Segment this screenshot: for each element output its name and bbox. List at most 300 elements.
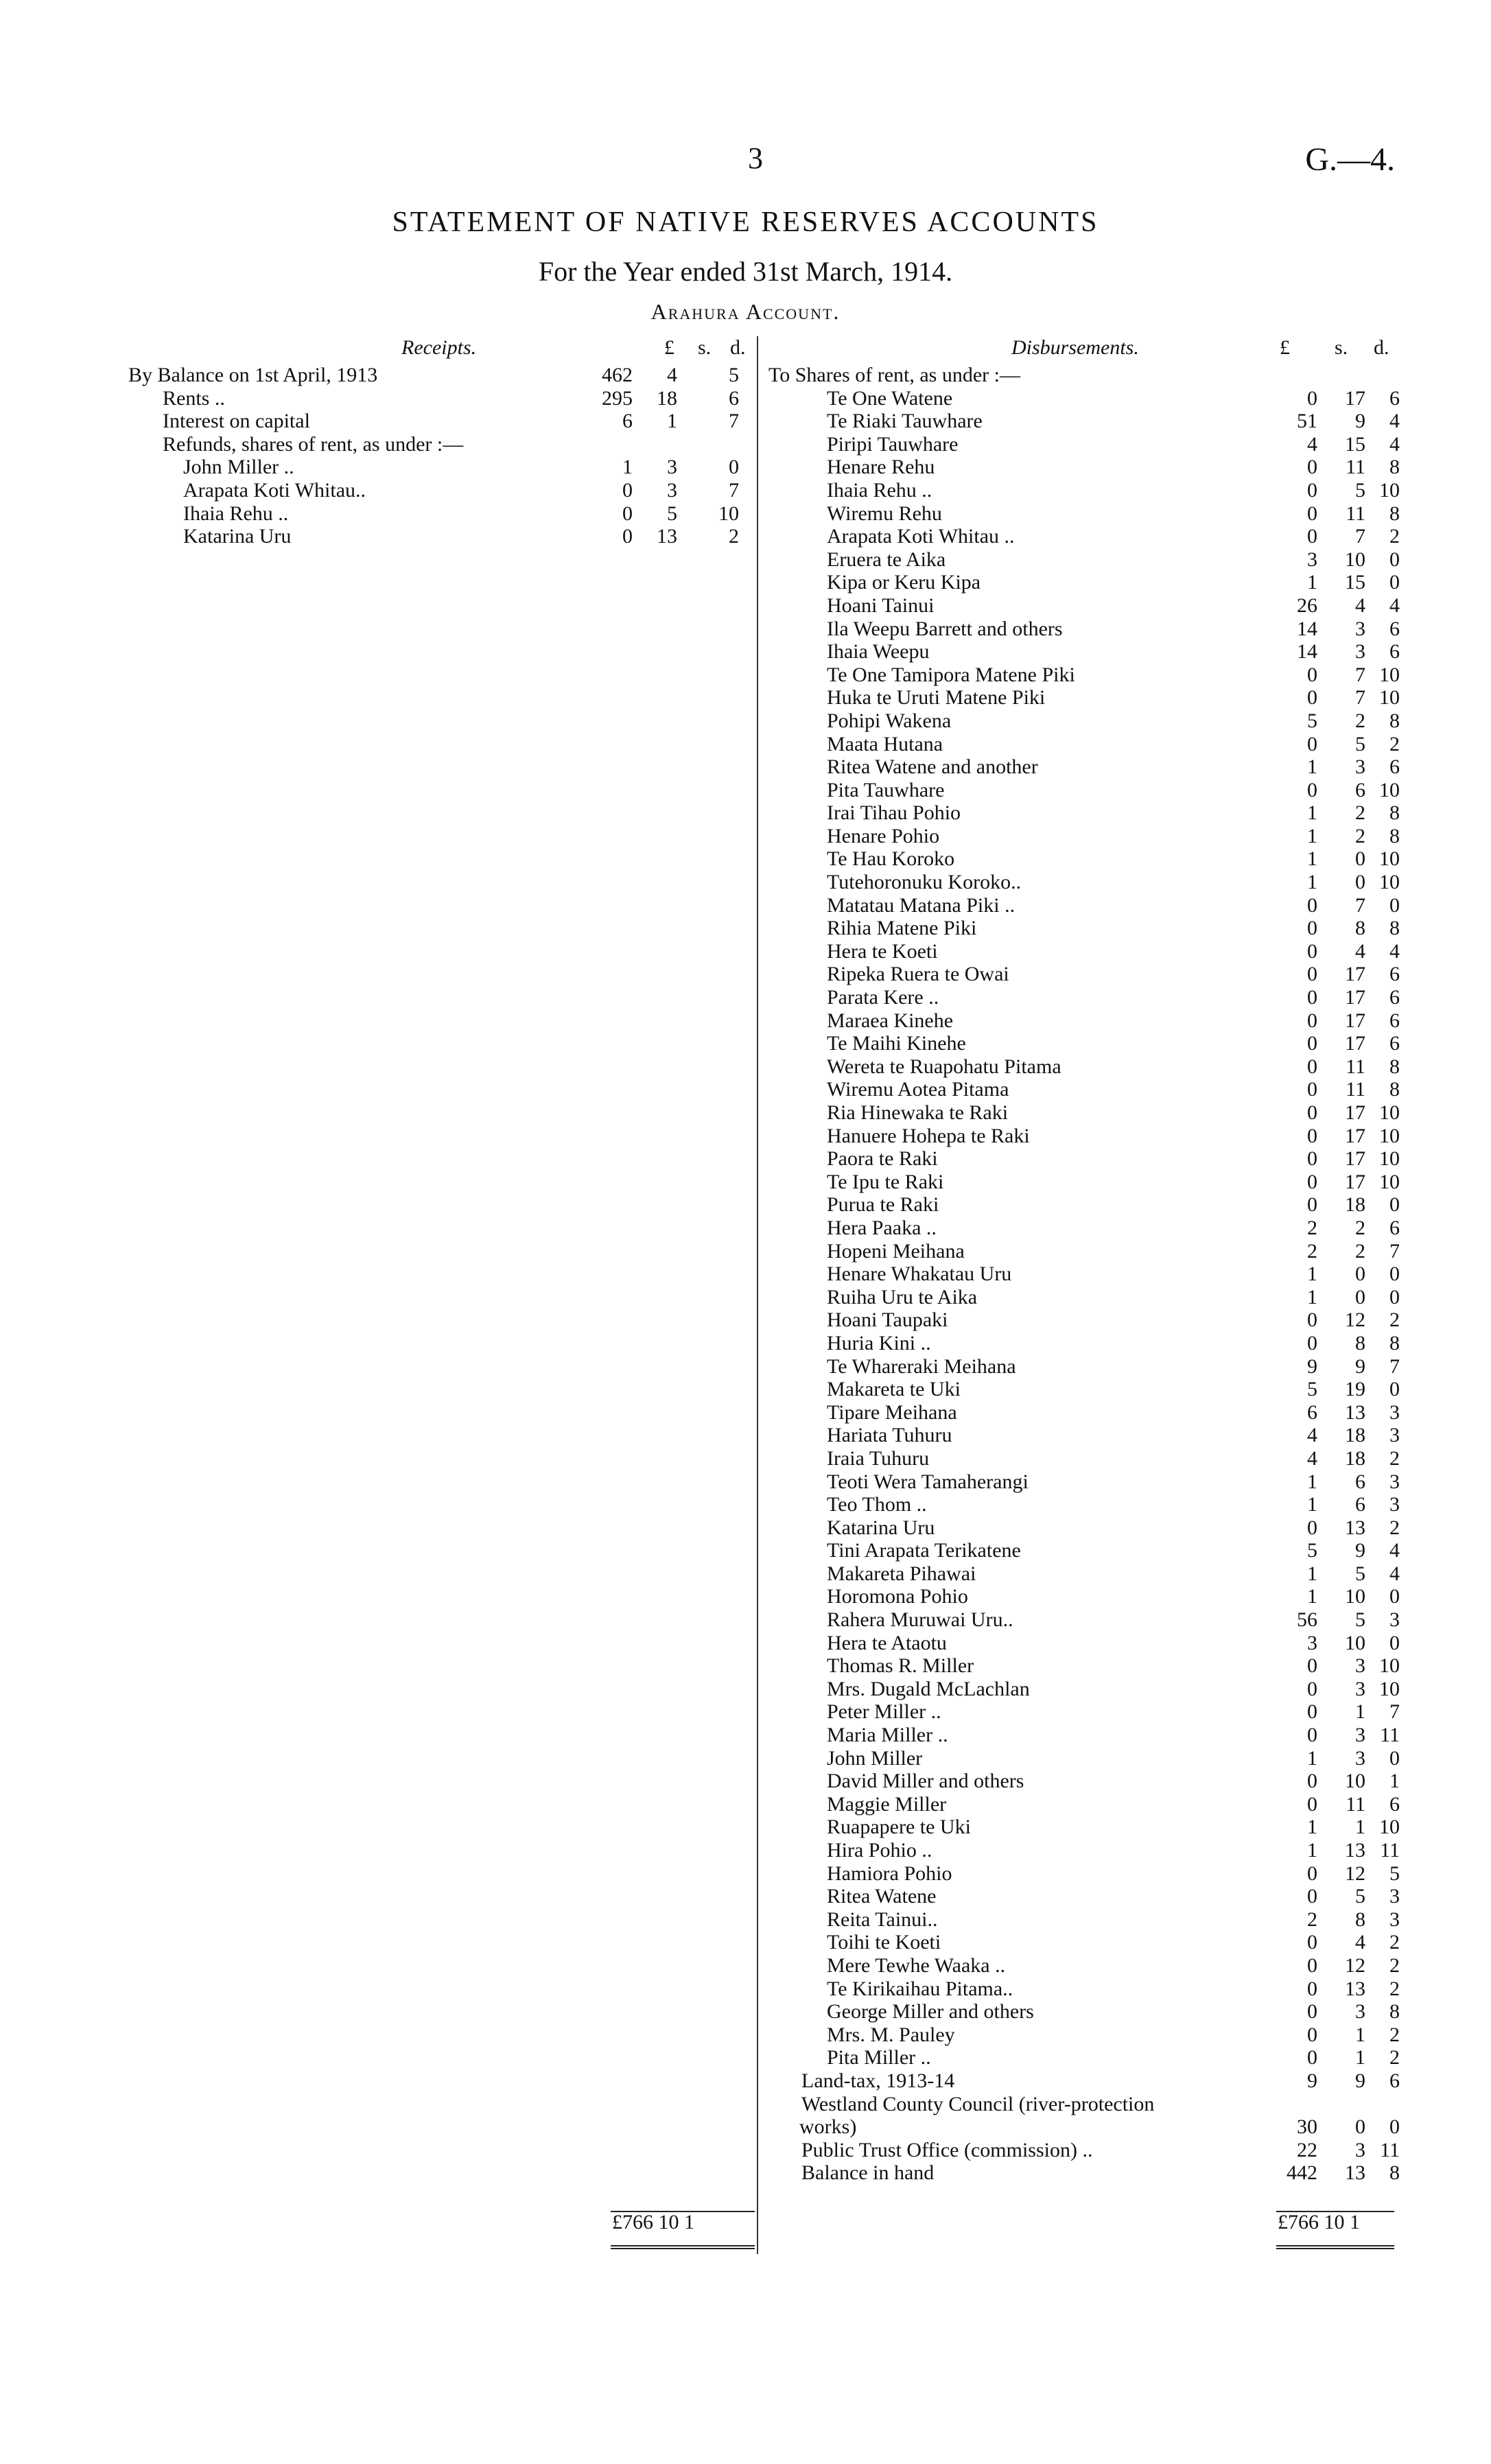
disbursement-amount-pence: 2 (1389, 1516, 1400, 1539)
disbursement-amount-pounds: 1 (1307, 1816, 1317, 1839)
disbursement-row (768, 847, 1400, 871)
disbursement-amount-pence: 6 (1389, 640, 1400, 664)
disbursement-amount-pence: 4 (1389, 939, 1400, 963)
disbursement-label: Te Maihi Kinehe (827, 1032, 966, 1055)
disbursement-amount-pounds: 26 (1297, 594, 1317, 617)
receipts-total-double-rule (611, 2245, 755, 2249)
receipt-row (128, 410, 760, 433)
disbursement-amount-shillings: 4 (1355, 1931, 1365, 1954)
disbursement-amount-pence: 3 (1389, 1608, 1400, 1632)
disbursement-amount-pence: 8 (1389, 1331, 1400, 1354)
disbursement-row (768, 779, 1400, 802)
disbursement-amount-shillings: 7 (1355, 525, 1365, 548)
disbursements-intro-label: To Shares of rent, as under :— (768, 364, 1020, 386)
disbursement-amount-shillings: 13 (1345, 1516, 1365, 1539)
disbursement-amount-pounds: 0 (1307, 1078, 1317, 1101)
disbursement-row (768, 433, 1400, 456)
receipt-amount-pounds: 1 (622, 456, 633, 479)
disbursement-row (768, 1816, 1400, 1839)
receipt-amount-pence: 7 (729, 410, 739, 433)
disbursement-row (768, 1793, 1400, 1816)
disbursement-other-amount-shillings: 9 (1355, 2069, 1365, 2092)
disbursement-amount-pence: 10 (1379, 778, 1400, 801)
disbursement-amount-shillings: 5 (1355, 1885, 1365, 1908)
disbursement-amount-pence: 3 (1389, 1885, 1400, 1908)
disbursement-row (768, 456, 1400, 479)
disbursement-amount-shillings: 8 (1355, 1331, 1365, 1354)
disbursement-amount-pounds: 9 (1307, 1354, 1317, 1378)
disbursement-amount-pounds: 0 (1307, 663, 1317, 686)
disbursement-amount-pounds: 0 (1307, 1193, 1317, 1217)
disbursement-label: Horomona Pohio (827, 1585, 968, 1608)
disbursement-label: Hariata Tuhuru (827, 1424, 952, 1447)
disbursement-amount-pence: 4 (1389, 410, 1400, 433)
disbursement-amount-pounds: 0 (1307, 478, 1317, 502)
disbursements-intro (768, 364, 1400, 387)
disbursement-amount-shillings: 17 (1345, 986, 1365, 1009)
disbursement-row (768, 1032, 1400, 1055)
disbursement-amount-pence: 0 (1389, 571, 1400, 594)
disbursement-amount-pence: 11 (1380, 1839, 1400, 1862)
disbursement-amount-shillings: 17 (1345, 386, 1365, 410)
disbursement-row (768, 1286, 1400, 1309)
disbursement-row (768, 571, 1400, 594)
receipt-amount-pounds: 0 (622, 502, 633, 525)
receipt-amount-pence: 7 (729, 478, 739, 502)
disbursement-other-label: Public Trust Office (commission) .. (801, 2138, 1093, 2161)
disbursement-amount-pounds: 0 (1307, 1101, 1317, 1124)
disbursement-amount-pounds: 5 (1307, 1539, 1317, 1562)
disbursements-table (768, 364, 1400, 2185)
disbursement-amount-pounds: 0 (1307, 1792, 1317, 1816)
disbursement-row (768, 1700, 1400, 1724)
disbursement-amount-pounds: 4 (1307, 1424, 1317, 1447)
disbursement-amount-pence: 10 (1379, 478, 1400, 502)
disbursement-amount-shillings: 6 (1355, 1470, 1365, 1493)
disbursement-other-label: works) (799, 2115, 857, 2139)
disbursement-amount-pounds: 3 (1307, 548, 1317, 571)
disbursement-amount-pence: 0 (1389, 548, 1400, 571)
disbursement-row (768, 640, 1400, 664)
disbursement-amount-pounds: 0 (1307, 1724, 1317, 1747)
disbursement-amount-pounds: 56 (1297, 1608, 1317, 1632)
disbursement-amount-pounds: 0 (1307, 939, 1317, 963)
disbursement-amount-shillings: 17 (1345, 1009, 1365, 1032)
disbursement-amount-shillings: 11 (1346, 502, 1365, 525)
disbursement-label: Paora te Raki (827, 1147, 938, 1171)
disbursement-amount-pence: 10 (1379, 686, 1400, 709)
disbursement-amount-shillings: 7 (1355, 893, 1365, 917)
disbursement-amount-shillings: 4 (1355, 594, 1365, 617)
disbursement-row (768, 709, 1400, 733)
receipt-amount-pence: 2 (729, 525, 739, 548)
receipt-amount-shillings: 3 (667, 478, 677, 502)
disbursement-amount-shillings: 4 (1355, 939, 1365, 963)
disbursements-col-pence: d. (1374, 336, 1389, 359)
disbursement-other-amount-pence: 6 (1389, 2069, 1400, 2092)
disbursement-amount-shillings: 3 (1355, 1746, 1365, 1770)
receipt-label: John Miller .. (183, 456, 294, 479)
receipt-amount-pounds: 295 (602, 386, 633, 410)
disbursement-label: Tutehoronuku Koroko.. (827, 871, 1022, 894)
disbursement-label: Teoti Wera Tamaherangi (827, 1470, 1029, 1493)
disbursement-amount-pounds: 0 (1307, 1931, 1317, 1954)
disbursement-amount-shillings: 6 (1355, 1493, 1365, 1516)
disbursement-label: Te One Watene (827, 386, 953, 410)
disbursement-label: Te Whareraki Meihana (827, 1354, 1016, 1378)
disbursement-amount-pounds: 0 (1307, 1331, 1317, 1354)
disbursement-amount-shillings: 11 (1346, 456, 1365, 479)
disbursement-amount-pence: 6 (1389, 986, 1400, 1009)
disbursement-label: Hera te Ataotu (827, 1631, 947, 1654)
disbursement-amount-shillings: 17 (1345, 963, 1365, 986)
disbursement-label: Piripi Tauwhare (827, 432, 959, 456)
disbursement-other-label: Land-tax, 1913-14 (801, 2069, 955, 2092)
disbursement-label: Te Hau Koroko (827, 847, 955, 871)
disbursement-amount-shillings: 9 (1355, 1539, 1365, 1562)
disbursement-label: Henare Rehu (827, 456, 935, 479)
receipt-amount-pounds: 0 (622, 478, 633, 502)
disbursement-row (768, 733, 1400, 756)
disbursement-row (768, 1585, 1400, 1608)
disbursement-amount-pence: 2 (1389, 525, 1400, 548)
disbursement-label: Pohipi Wakena (827, 709, 952, 732)
disbursement-amount-pounds: 0 (1307, 986, 1317, 1009)
disbursement-amount-pounds: 2 (1307, 1908, 1317, 1931)
disbursement-amount-pounds: 0 (1307, 1124, 1317, 1147)
disbursement-other-row (768, 2093, 1400, 2116)
disbursement-label: Iraia Tuhuru (827, 1446, 930, 1470)
disbursement-row (768, 1493, 1400, 1516)
disbursement-amount-pounds: 1 (1307, 1285, 1317, 1309)
disbursement-amount-pence: 6 (1389, 755, 1400, 779)
disbursement-amount-pounds: 0 (1307, 1953, 1317, 1977)
disbursement-row (768, 1908, 1400, 1932)
disbursement-row (768, 1355, 1400, 1378)
disbursement-row (768, 2046, 1400, 2069)
disbursement-row (768, 986, 1400, 1009)
disbursement-label: Hanuere Hohepa te Raki (827, 1124, 1030, 1147)
disbursement-label: Hera Paaka .. (827, 1216, 937, 1239)
disbursement-row (768, 686, 1400, 709)
disbursement-amount-pence: 2 (1389, 1446, 1400, 1470)
disbursement-label: Parata Kere .. (827, 986, 939, 1009)
disbursement-amount-pence: 3 (1389, 1424, 1400, 1447)
disbursement-label: Kipa or Keru Kipa (827, 571, 981, 594)
disbursement-other-row (768, 2069, 1400, 2093)
disbursement-amount-pence: 2 (1389, 732, 1400, 755)
disbursement-amount-shillings: 12 (1345, 1862, 1365, 1885)
disbursement-other-amount-pence: 11 (1380, 2138, 1400, 2161)
disbursement-label: Wiremu Aotea Pitama (827, 1078, 1009, 1101)
disbursement-label: Thomas R. Miller (827, 1654, 974, 1678)
disbursement-other-amount-pence: 0 (1389, 2115, 1400, 2139)
disbursement-row (768, 1516, 1400, 1540)
disbursement-label: Mere Tewhe Waaka .. (827, 1953, 1006, 1977)
disbursement-amount-shillings: 1 (1355, 1816, 1365, 1839)
disbursement-amount-shillings: 18 (1345, 1193, 1365, 1217)
disbursement-amount-shillings: 1 (1355, 1700, 1365, 1724)
receipt-amount-pounds: 6 (622, 410, 633, 433)
disbursement-row (768, 801, 1400, 825)
disbursement-amount-shillings: 13 (1345, 1977, 1365, 2000)
disbursement-row (768, 525, 1400, 548)
disbursement-label: Matatau Matana Piki .. (827, 893, 1015, 917)
disbursement-other-amount-pounds: 30 (1297, 2115, 1317, 2139)
disbursement-amount-shillings: 17 (1345, 1101, 1365, 1124)
disbursement-amount-pence: 8 (1389, 2000, 1400, 2023)
disbursement-label: Makareta Pihawai (827, 1562, 976, 1585)
disbursement-row (768, 1470, 1400, 1494)
disbursement-other-row (768, 2139, 1400, 2162)
disbursement-label: David Miller and others (827, 1770, 1024, 1793)
disbursement-amount-pounds: 0 (1307, 1309, 1317, 1332)
disbursement-row (768, 1885, 1400, 1908)
disbursement-label: Hamiora Pohio (827, 1862, 952, 1885)
disbursement-label: Huka te Uruti Matene Piki (827, 686, 1046, 709)
disbursement-row (768, 1240, 1400, 1263)
receipt-row (128, 479, 760, 502)
disbursement-amount-pounds: 0 (1307, 1677, 1317, 1700)
disbursement-amount-pounds: 1 (1307, 1746, 1317, 1770)
disbursement-row (768, 548, 1400, 572)
disbursement-label: Mrs. Dugald McLachlan (827, 1677, 1030, 1700)
disbursement-label: Ripeka Ruera te Owai (827, 963, 1009, 986)
disbursement-amount-shillings: 3 (1355, 1724, 1365, 1747)
disbursement-amount-pounds: 0 (1307, 2046, 1317, 2069)
receipt-amount-shillings: 4 (667, 364, 677, 386)
receipt-amount-shillings: 3 (667, 456, 677, 479)
receipt-row (128, 456, 760, 479)
disbursement-row (768, 410, 1400, 433)
disbursement-amount-pence: 7 (1389, 1239, 1400, 1263)
disbursement-row (768, 1562, 1400, 1586)
disbursement-amount-pence: 0 (1389, 893, 1400, 917)
disbursement-row (768, 1171, 1400, 1194)
disbursement-amount-pounds: 1 (1307, 1263, 1317, 1286)
disbursement-other-amount-pounds: 22 (1297, 2138, 1317, 2161)
disbursement-amount-pounds: 0 (1307, 1055, 1317, 1078)
receipt-label: Interest on capital (163, 410, 310, 433)
disbursement-amount-pence: 2 (1389, 1953, 1400, 1977)
disbursement-amount-pence: 7 (1389, 1700, 1400, 1724)
disbursement-amount-shillings: 11 (1346, 1078, 1365, 1101)
disbursement-amount-shillings: 15 (1345, 571, 1365, 594)
disbursement-amount-pounds: 1 (1307, 571, 1317, 594)
disbursement-row (768, 1632, 1400, 1655)
disbursement-amount-shillings: 17 (1345, 1170, 1365, 1193)
disbursement-amount-shillings: 3 (1355, 617, 1365, 640)
disbursement-label: Ritea Watene and another (827, 755, 1038, 779)
disbursement-label: Pita Tauwhare (827, 778, 945, 801)
disbursement-amount-shillings: 0 (1355, 871, 1365, 894)
disbursement-amount-pounds: 0 (1307, 1009, 1317, 1032)
disbursement-amount-shillings: 17 (1345, 1032, 1365, 1055)
disbursement-amount-pounds: 1 (1307, 1470, 1317, 1493)
disbursement-amount-pence: 8 (1389, 1055, 1400, 1078)
disbursement-amount-pence: 3 (1389, 1493, 1400, 1516)
disbursement-amount-pence: 10 (1379, 1147, 1400, 1171)
disbursement-amount-pounds: 51 (1297, 410, 1317, 433)
receipt-label: Katarina Uru (183, 525, 292, 548)
disbursement-amount-pounds: 0 (1307, 1032, 1317, 1055)
disbursement-amount-pence: 8 (1389, 801, 1400, 825)
disbursement-amount-pence: 10 (1379, 847, 1400, 871)
receipts-total: £766 10 1 (612, 2211, 694, 2233)
disbursement-row (768, 1539, 1400, 1562)
disbursement-amount-pounds: 0 (1307, 1516, 1317, 1539)
disbursement-row (768, 871, 1400, 894)
receipt-row (128, 525, 760, 548)
disbursement-label: Rahera Muruwai Uru.. (827, 1608, 1013, 1632)
disbursement-row (768, 1447, 1400, 1470)
disbursement-amount-pence: 3 (1389, 1470, 1400, 1493)
disbursement-amount-pence: 10 (1379, 1654, 1400, 1678)
disbursement-amount-shillings: 1 (1355, 2023, 1365, 2046)
disbursement-amount-pounds: 0 (1307, 893, 1317, 917)
disbursement-amount-shillings: 9 (1355, 410, 1365, 433)
disbursement-label: Ila Weepu Barrett and others (827, 617, 1063, 640)
disbursement-label: Katarina Uru (827, 1516, 935, 1539)
disbursement-amount-shillings: 2 (1355, 1239, 1365, 1263)
disbursement-amount-pence: 1 (1389, 1770, 1400, 1793)
disbursement-amount-shillings: 18 (1345, 1424, 1365, 1447)
disbursement-row (768, 1654, 1400, 1678)
disbursement-amount-pounds: 5 (1307, 1378, 1317, 1401)
disbursement-row (768, 963, 1400, 986)
disbursement-amount-pence: 6 (1389, 617, 1400, 640)
disbursement-amount-pounds: 0 (1307, 686, 1317, 709)
disbursement-label: John Miller (827, 1746, 923, 1770)
disbursement-label: Irai Tihau Pohio (827, 801, 961, 825)
disbursement-amount-shillings: 15 (1345, 432, 1365, 456)
disbursement-amount-pounds: 1 (1307, 755, 1317, 779)
disbursement-row (768, 2023, 1400, 2047)
receipt-label: By Balance on 1st April, 1913 (128, 364, 378, 386)
disbursement-row (768, 917, 1400, 940)
disbursement-amount-shillings: 7 (1355, 663, 1365, 686)
receipt-amount-pence: 0 (729, 456, 739, 479)
receipt-label: Rents .. (163, 386, 225, 410)
disbursement-amount-pounds: 3 (1307, 1631, 1317, 1654)
disbursement-row (768, 825, 1400, 848)
disbursement-amount-shillings: 10 (1345, 1770, 1365, 1793)
disbursement-amount-shillings: 2 (1355, 824, 1365, 847)
disbursement-amount-pence: 2 (1389, 2046, 1400, 2069)
disbursement-other-amount-shillings: 13 (1345, 2161, 1365, 2185)
receipt-row (128, 433, 760, 456)
disbursement-amount-shillings: 10 (1345, 1631, 1365, 1654)
disbursement-amount-shillings: 10 (1345, 548, 1365, 571)
disbursement-row (768, 1009, 1400, 1033)
disbursement-amount-shillings: 13 (1345, 1839, 1365, 1862)
document-reference: G.—4. (1305, 141, 1395, 178)
disbursement-label: Makareta te Uki (827, 1378, 961, 1401)
receipt-amount-shillings: 1 (667, 410, 677, 433)
disbursement-label: Henare Pohio (827, 824, 940, 847)
disbursement-label: Ria Hinewaka te Raki (827, 1101, 1009, 1124)
disbursement-label: Maata Hutana (827, 732, 943, 755)
account-name: Arahura Account. (650, 299, 841, 324)
disbursement-amount-shillings: 2 (1355, 709, 1365, 732)
disbursement-amount-pounds: 5 (1307, 709, 1317, 732)
disbursement-amount-pence: 3 (1389, 1908, 1400, 1931)
disbursement-amount-pence: 10 (1379, 871, 1400, 894)
disbursement-amount-pence: 0 (1389, 1263, 1400, 1286)
disbursement-other-amount-shillings: 0 (1355, 2115, 1365, 2139)
disbursement-amount-pence: 4 (1389, 432, 1400, 456)
receipt-amount-pounds: 462 (602, 364, 633, 386)
disbursement-label: Henare Whakatau Uru (827, 1263, 1012, 1286)
disbursement-label: Te Kirikaihau Pitama.. (827, 1977, 1013, 2000)
disbursement-amount-pounds: 1 (1307, 1839, 1317, 1862)
disbursement-amount-pence: 3 (1389, 1400, 1400, 1424)
disbursement-row (768, 1770, 1400, 1793)
disbursement-label: Hoani Tainui (827, 594, 935, 617)
disbursements-col-shillings: s. (1335, 336, 1348, 359)
disbursement-label: Maria Miller .. (827, 1724, 948, 1747)
disbursement-amount-pence: 10 (1379, 1101, 1400, 1124)
receipt-label: Ihaia Rehu .. (183, 502, 289, 525)
disbursement-amount-shillings: 10 (1345, 1585, 1365, 1608)
disbursement-amount-pounds: 0 (1307, 1700, 1317, 1724)
disbursement-amount-pence: 5 (1389, 1862, 1400, 1885)
disbursement-row (768, 940, 1400, 963)
disbursement-amount-pence: 6 (1389, 386, 1400, 410)
disbursement-label: Tini Arapata Terikatene (827, 1539, 1021, 1562)
receipts-col-pounds: £ (664, 336, 674, 359)
disbursement-label: Rihia Matene Piki (827, 917, 977, 940)
disbursement-amount-shillings: 19 (1345, 1378, 1365, 1401)
disbursement-amount-pounds: 0 (1307, 502, 1317, 525)
disbursement-amount-shillings: 12 (1345, 1309, 1365, 1332)
disbursement-amount-pounds: 0 (1307, 456, 1317, 479)
disbursement-row (768, 755, 1400, 779)
disbursement-other-row (768, 2161, 1400, 2185)
disbursement-amount-pounds: 1 (1307, 1493, 1317, 1516)
disbursement-amount-pence: 6 (1389, 1009, 1400, 1032)
disbursement-amount-shillings: 3 (1355, 640, 1365, 664)
disbursement-label: Ruiha Uru te Aika (827, 1285, 978, 1309)
disbursement-amount-pounds: 14 (1297, 617, 1317, 640)
disbursement-amount-shillings: 3 (1355, 755, 1365, 779)
disbursement-row (768, 1608, 1400, 1632)
disbursement-label: Te Ipu te Raki (827, 1170, 944, 1193)
disbursement-row (768, 1263, 1400, 1286)
disbursement-amount-pence: 0 (1389, 1193, 1400, 1217)
receipt-amount-shillings: 13 (657, 525, 677, 548)
disbursement-label: Reita Tainui.. (827, 1908, 938, 1931)
disbursement-amount-shillings: 8 (1355, 917, 1365, 940)
disbursement-amount-shillings: 0 (1355, 847, 1365, 871)
page-title: STATEMENT OF NATIVE RESERVES ACCOUNTS (392, 207, 1099, 238)
disbursement-row (768, 1747, 1400, 1770)
disbursement-label: Eruera te Aika (827, 548, 946, 571)
disbursement-row (768, 1101, 1400, 1125)
disbursement-amount-pence: 10 (1379, 1170, 1400, 1193)
disbursement-row (768, 479, 1400, 502)
disbursement-row (768, 1931, 1400, 1954)
disbursement-amount-pounds: 0 (1307, 2023, 1317, 2046)
disbursement-amount-pence: 2 (1389, 1977, 1400, 2000)
disbursement-row (768, 1078, 1400, 1101)
disbursement-row (768, 1055, 1400, 1079)
disbursement-amount-pence: 4 (1389, 1562, 1400, 1585)
receipt-amount-pence: 10 (718, 502, 739, 525)
disbursement-amount-shillings: 7 (1355, 686, 1365, 709)
disbursements-total: £766 10 1 (1278, 2211, 1360, 2233)
receipt-amount-shillings: 5 (667, 502, 677, 525)
